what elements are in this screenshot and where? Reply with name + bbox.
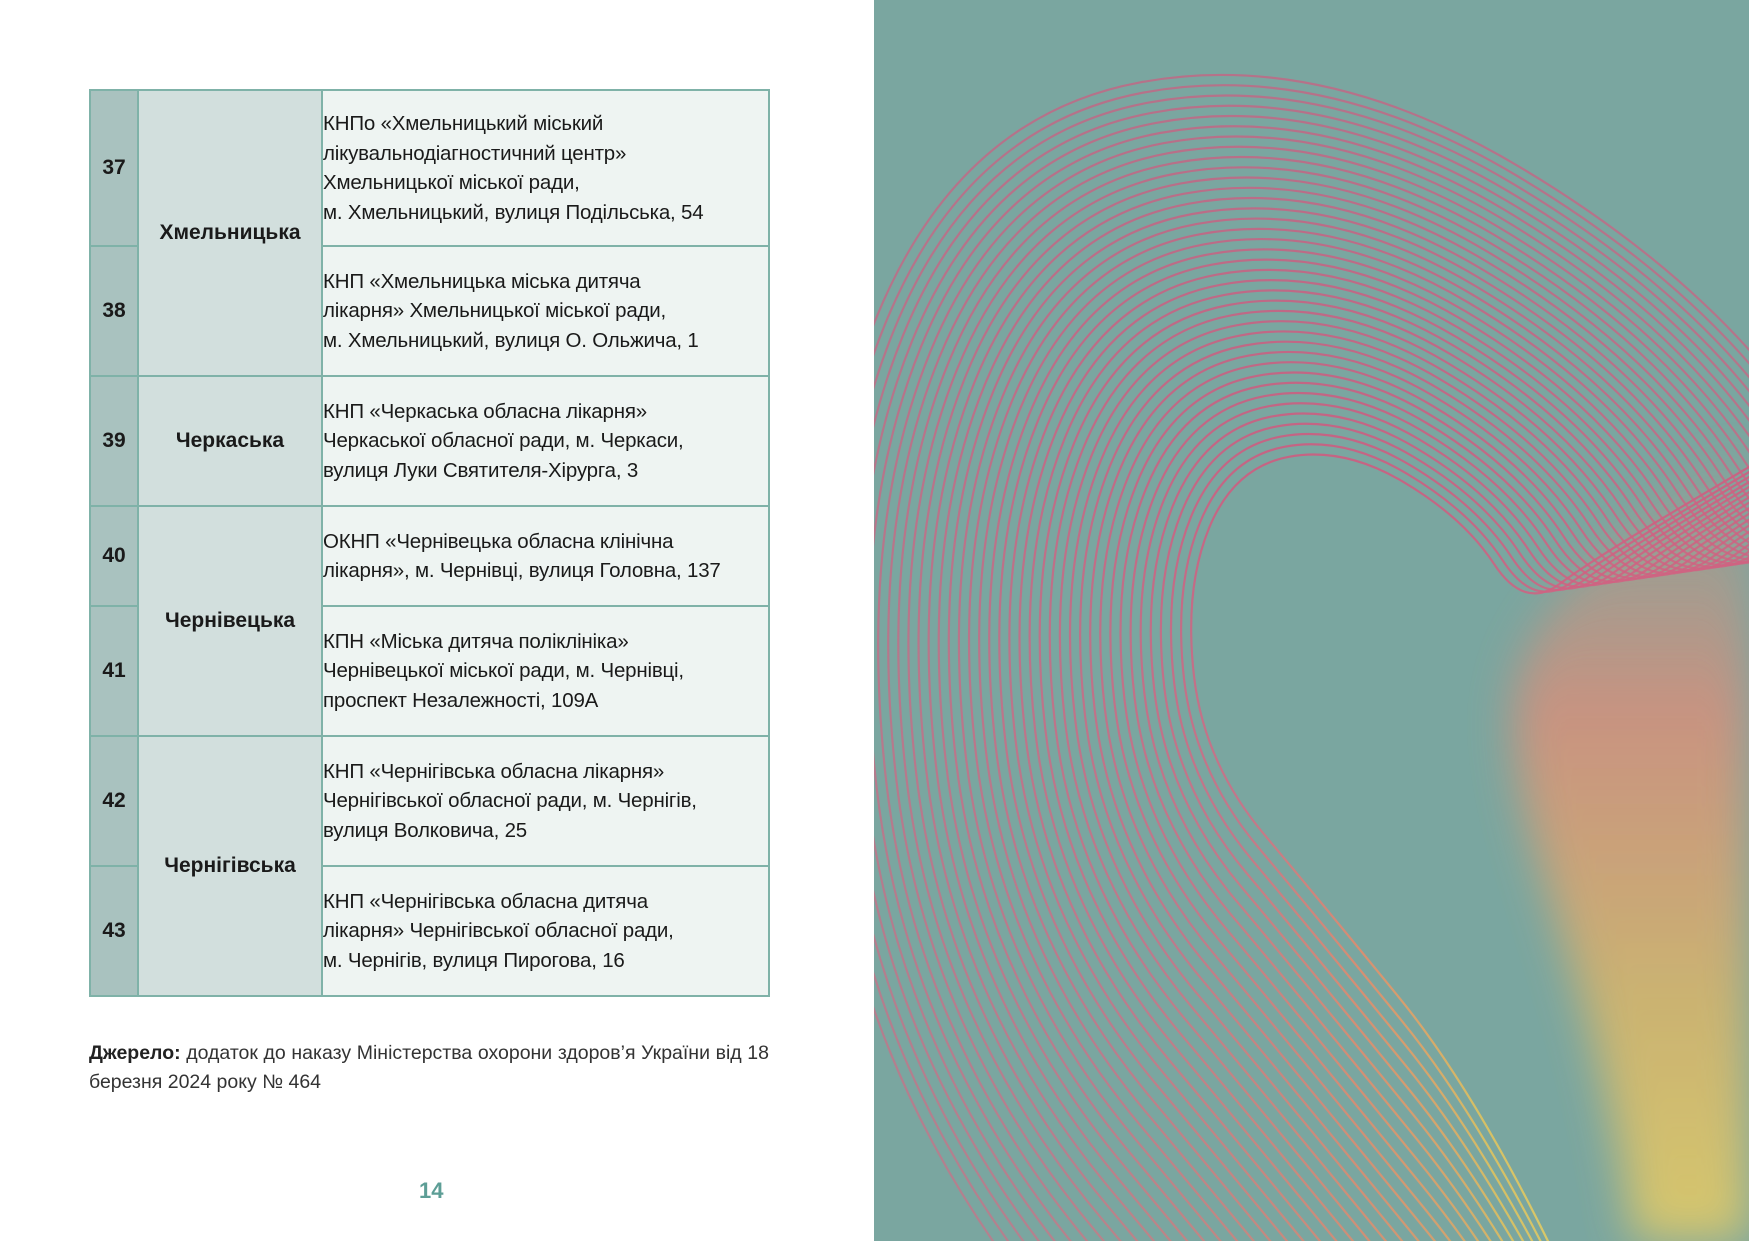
page-number: 14 — [419, 1178, 444, 1203]
table-row — [90, 90, 769, 246]
row-number: 39 — [90, 376, 138, 506]
institution-cell: КНП «Чернігівська обласна лікарня» Чернігівської обласної ради, м. Чернігів, вулиця Волковича, 25 — [322, 736, 769, 866]
row-number: 40 — [90, 506, 138, 606]
row-number: 37 — [90, 90, 138, 246]
table-row — [90, 506, 769, 606]
institution-cell: КНП «Хмельницька міська дитяча лікарня» Хмельницької міської ради, м. Хмельницький, вулиця О. Ольжича, 1 — [322, 246, 769, 376]
left-page — [0, 0, 874, 1241]
region-cell: Черкаська — [138, 376, 322, 506]
source-label: Джерело: — [89, 1042, 181, 1064]
wave-lines-artwork — [874, 0, 1749, 1241]
table-row — [90, 376, 769, 506]
institution-cell: КНП «Черкаська обласна лікарня» Черкаської обласної ради, м. Черкаси, вулиця Луки Святителя-Хірурга, 3 — [322, 376, 769, 506]
region-cell: Чернігівська — [138, 736, 322, 996]
institution-cell: ОКНП «Чернівецька обласна клінічна лікарня», м. Чернівці, вулиця Головна, 137 — [322, 506, 769, 606]
institution-cell: КНП «Чернігівська обласна дитяча лікарня» Чернігівської обласної ради, м. Чернігів, вулиця Пирогова, 16 — [322, 866, 769, 996]
region-cell: Чернівецька — [138, 506, 322, 736]
institution-cell: КПН «Міська дитяча поліклініка» Чернівецької міської ради, м. Чернівці, проспект Незалежності, 109А — [322, 606, 769, 736]
hospitals-table — [89, 89, 770, 997]
table-row — [90, 736, 769, 866]
row-number: 42 — [90, 736, 138, 866]
source-text: додаток до наказу Міністерства охорони здоров’я України від 18 березня 2024 року № 464 — [89, 1042, 769, 1093]
source-note — [89, 1039, 769, 1097]
row-number: 41 — [90, 606, 138, 736]
region-cell: Хмельницька — [138, 90, 322, 376]
row-number: 38 — [90, 246, 138, 376]
institution-cell: КНПо «Хмельницький міський лікувальнодіагностичний центр» Хмельницької міської ради, м. Хмельницький, вулиця Подільська, 54 — [322, 90, 769, 246]
decorative-art-panel — [874, 0, 1749, 1241]
row-number: 43 — [90, 866, 138, 996]
